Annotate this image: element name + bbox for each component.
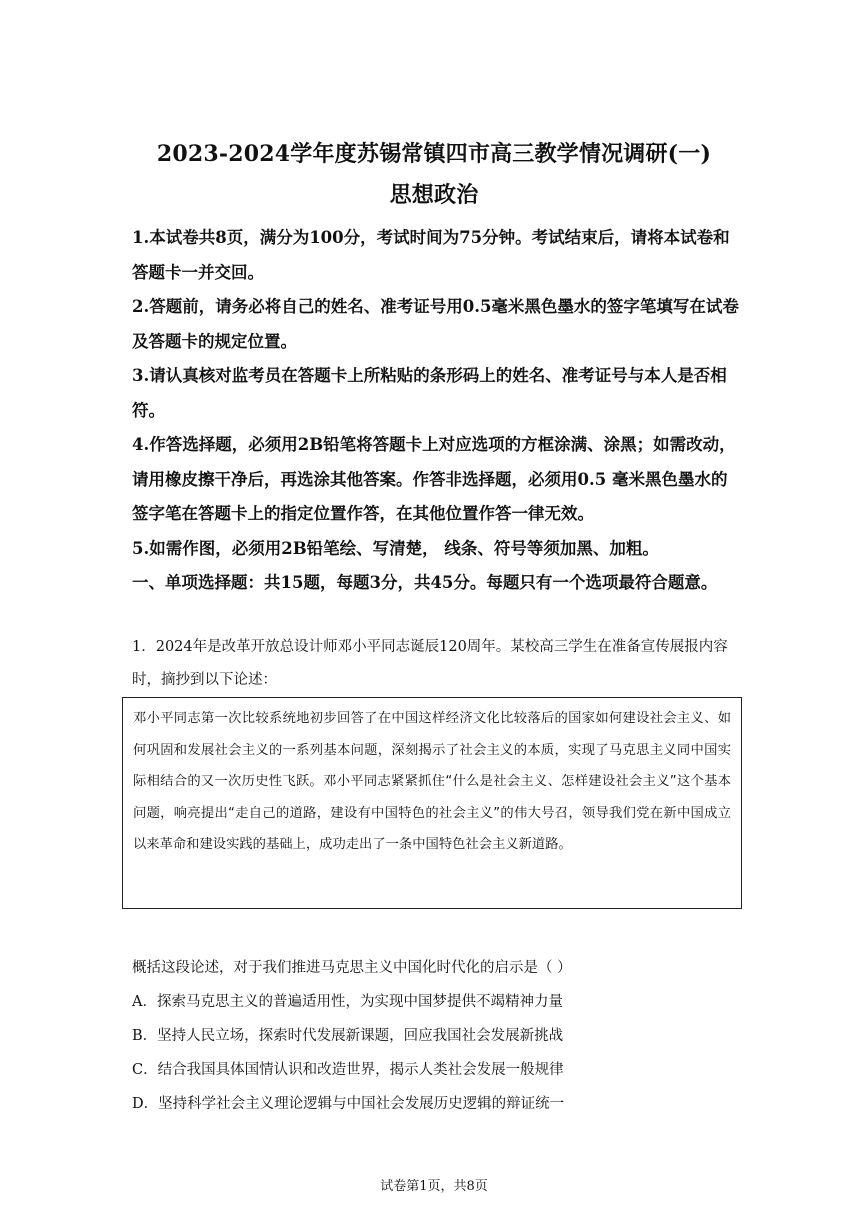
instruction-item-5: 5.如需作图，必须用2B铅笔绘、写清楚， 线条、符号等须加黑、加粗。: [132, 538, 659, 558]
exam-title: 2023-2024学年度苏锡常镇四市高三教学情况调研(一): [156, 141, 712, 167]
question-1-intro-block: [132, 631, 742, 697]
instruction-item-1: 1.本试卷共8页，满分为100分，考试时间为75分钟。考试结束后，请将本试卷和答题卡一并交回。: [132, 228, 730, 282]
page-footer: 试卷第1页，共8页: [380, 1179, 488, 1194]
instruction-item-3: 3.请认真核对监考员在答题卡上所粘贴的条形码上的姓名、准考证号与本人是否相符。: [132, 366, 727, 420]
question-1-intro: 1．2024年是改革开放总设计师邓小平同志诞辰120周年。某校高三学生在准备宣传展报内容时，摘抄到以下论述：: [132, 639, 728, 688]
instruction-item-4: 4.作答选择题，必须用2B铅笔将答题卡上对应选项的方框涂满、涂黑；如需改动，请用橡皮擦干净后，再选涂其他答案。作答非选择题，必须用0.5 毫米黑色墨水的签字笔在答题卡上的指定位置作答，在其他位置作答一律无效。: [132, 435, 736, 523]
quote-box: 邓小平同志第一次比较系统地初步回答了在中国这样经济文化比较落后的国家如何建设社会主义、如何巩固和发展社会主义的一系列基本问题，深刻揭示了社会主义的本质，实现了马克思主义同中国实际相结合的又一次历史性飞跃。邓小平同志紧紧抓住“什么是社会主义、怎样建设社会主义”这个基本问题，响亮提出“走自己的道路，建设有中国特色的社会主义”的伟大号召，领导我们党在新中国成立以来革命和建设实践的基础上，成功走出了一条中国特色社会主义新道路。: [122, 697, 742, 909]
option-d: D．坚持科学社会主义理论逻辑与中国社会发展历史逻辑的辩证统一: [132, 1096, 565, 1112]
option-c: C．结合我国具体国情认识和改造世界，揭示人类社会发展一般规律: [132, 1062, 564, 1078]
question-1-stem-block: [132, 951, 742, 1121]
option-b: B．坚持人民立场，探索时代发展新课题，回应我国社会发展新挑战: [132, 1028, 564, 1044]
question-1-stem: 概括这段论述，对于我们推进马克思主义中国化时代化的启示是（ ）: [132, 960, 572, 976]
section-heading: 一、单项选择题：共15题，每题3分，共45分。每题只有一个选项最符合题意。: [132, 573, 718, 592]
subject-title: 思想政治: [389, 182, 479, 208]
option-a: A．探索马克思主义的普遍适用性，为实现中国梦提供不竭精神力量: [132, 994, 563, 1010]
instructions-block: [132, 221, 742, 601]
instruction-item-2: 2.答题前，请务必将自己的姓名、准考证号用0.5毫米黑色墨水的签字笔填写在试卷及答题卡的规定位置。: [132, 297, 739, 351]
